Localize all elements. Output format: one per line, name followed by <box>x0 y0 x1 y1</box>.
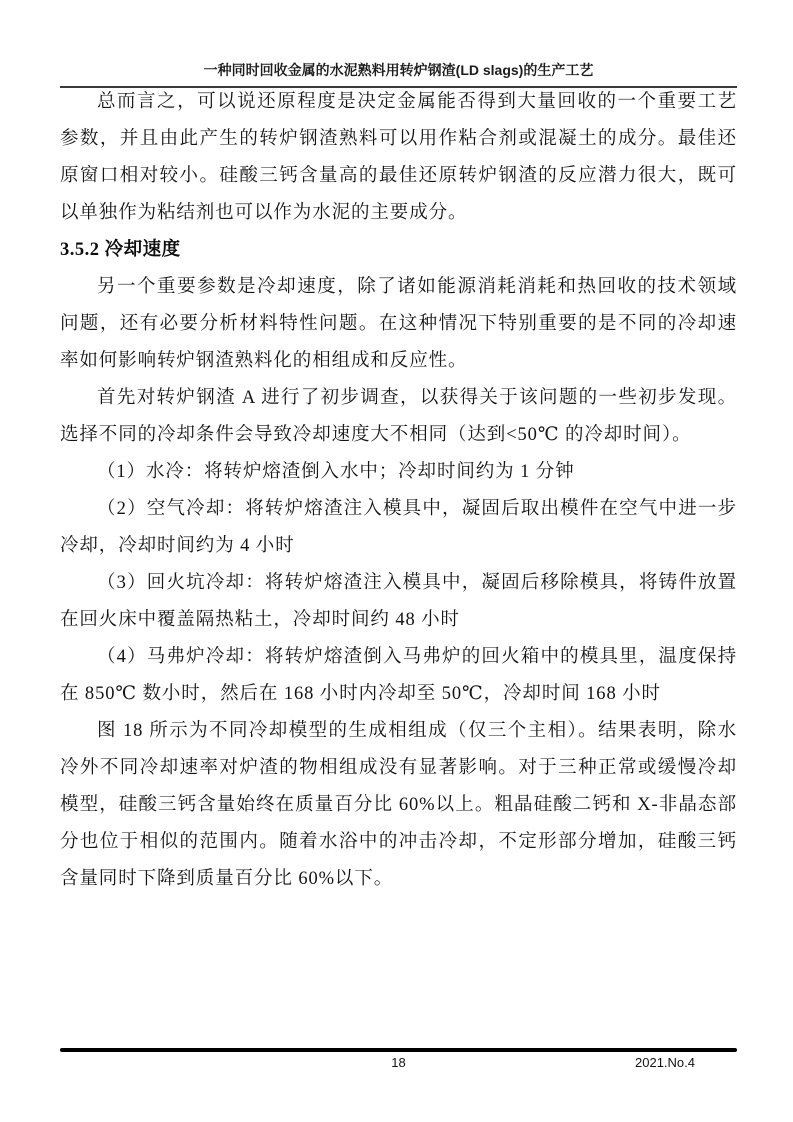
list-item-tempering-pit-cooling: （3）回火坑冷却：将转炉熔渣注入模具中，凝固后移除模具，将铸件放置在回火床中覆盖隔热粘土，冷却时间约 48 小时 <box>60 573 737 630</box>
paragraph-cooling-rate-intro: 另一个重要参数是冷却速度，除了诸如能源消耗消耗和热回收的技术领域问题，还有必要分析材料特性问题。在这种情况下特别重要的是不同的冷却速率如何影响转炉钢渣熟料化的相组成和反应性。 <box>60 277 737 371</box>
list-item-water-cooling: （1）水冷：将转炉熔渣倒入水中；冷却时间约为 1 分钟 <box>97 462 575 482</box>
footer-row <box>60 1052 737 1074</box>
paragraph-preliminary-investigation: 首先对转炉钢渣 A 进行了初步调查，以获得关于该问题的一些初步发现。选择不同的冷却条件会导致冷却速度大不相同（达到<50℃ 的冷却时间）。 <box>60 388 737 445</box>
document-body <box>60 84 737 898</box>
page-footer <box>60 1048 737 1074</box>
page-number: 18 <box>391 1055 406 1070</box>
paragraph-reduction-summary: 总而言之，可以说还原程度是决定金属能否得到大量回收的一个重要工艺参数，并且由此产生的转炉钢渣熟料可以用作粘合剂或混凝土的成分。最佳还原窗口相对较小。硅酸三钙含量高的最佳还原转炉钢渣的反应潜力很大，既可以单独作为粘结剂也可以作为水泥的主要成分。 <box>60 92 737 223</box>
issue-number: 2021.No.4 <box>635 1055 695 1070</box>
list-item-air-cooling: （2）空气冷却：将转炉熔渣注入模具中，凝固后取出模件在空气中进一步冷却，冷却时间约为 4 小时 <box>60 499 737 556</box>
paragraph-phase-composition-results: 图 18 所示为不同冷却模型的生成相组成（仅三个主相）。结果表明，除水冷外不同冷却速率对炉渣的物相组成没有显著影响。对于三种正常或缓慢冷却模型，硅酸三钙含量始终在质量百分比 60%以上。粗晶硅酸二钙和 X-非晶态部分也位于相似的范围内。随着水浴中的冲击冷却，不定形部分增加，硅酸三钙含量同时下降到质量百分比 60%以下。 <box>60 721 737 889</box>
list-item-muffle-furnace-cooling: （4）马弗炉冷却：将转炉熔渣倒入马弗炉的回火箱中的模具里，温度保持在 850℃ 数小时，然后在 168 小时内冷却至 50℃，冷却时间 168 小时 <box>60 647 737 704</box>
header-title: 一种同时回收金属的水泥熟料用转炉钢渣(LD slags)的生产工艺 <box>203 62 594 78</box>
section-heading: 3.5.2 冷却速度 <box>60 240 181 260</box>
